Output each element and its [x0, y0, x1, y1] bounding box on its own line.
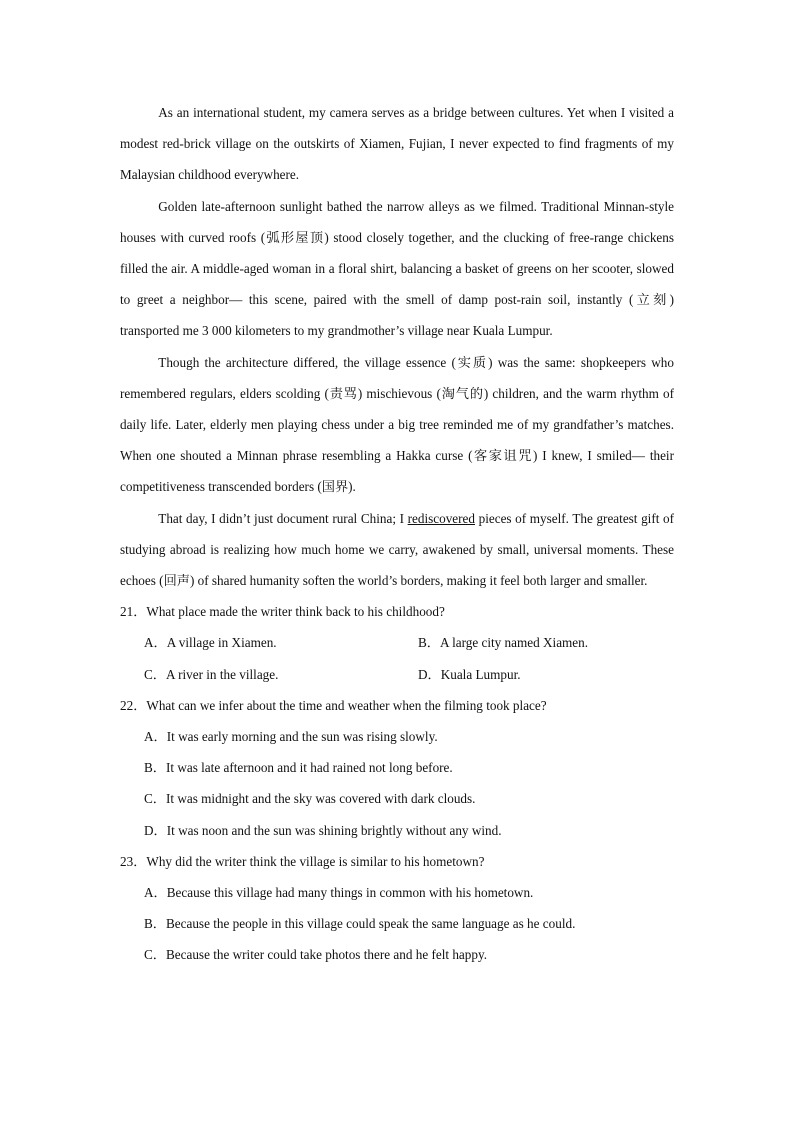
question-23-option-a[interactable]: A．Because this village had many things in common with his hometown. [144, 885, 534, 901]
underlined-word: rediscovered [407, 510, 475, 526]
paragraph-4-text-end: pieces of myself. The greatest gift of studying abroad is realizing how much home we carry, awakened by small, universal moments. These echoes (回声) of shared humanity soften the world’s borders, making it feel both larger and smaller. [120, 510, 674, 589]
question-21-option-d[interactable]: D．Kuala Lumpur. [418, 666, 521, 682]
question-21-stem: 21．What place made the writer think back to his childhood? [120, 604, 445, 620]
paragraph-4-text-start: That day, I didn’t just document rural China; I [158, 510, 408, 526]
document-page [120, 97, 674, 971]
question-23-option-b[interactable]: B．Because the people in this village could speak the same language as he could. [144, 916, 576, 932]
question-22-option-c[interactable]: C．It was midnight and the sky was covered with dark clouds. [144, 791, 476, 807]
question-21-options-row-2 [120, 659, 674, 690]
question-21 [120, 596, 674, 690]
question-23-option-c[interactable]: C．Because the writer could take photos there and he felt happy. [144, 947, 488, 963]
question-23 [120, 846, 674, 971]
question-21-options-row-1 [120, 627, 674, 658]
question-22-stem: 22．What can we infer about the time and weather when the filming took place? [120, 697, 547, 713]
question-21-option-a[interactable]: A．A village in Xiamen. [144, 635, 277, 651]
question-22 [120, 690, 674, 846]
question-21-option-b[interactable]: B．A large city named Xiamen. [418, 635, 589, 651]
passage-paragraph-2: Golden late-afternoon sunlight bathed the narrow alleys as we filmed. Traditional Minnan-style houses with curved roofs (弧形屋顶) stood closely together, and the clucking of free-range chickens filled the air. A middle-aged woman in a floral shirt, balancing a basket of greens on her scooter, slowed to greet a neighbor— this scene, paired with the smell of damp post-rain soil, instantly (立刻) transported me 3 000 kilometers to my grandmother’s village near Kuala Lumpur. [120, 198, 674, 339]
question-22-option-d[interactable]: D．It was noon and the sun was shining brightly without any wind. [144, 822, 502, 838]
question-22-option-a[interactable]: A．It was early morning and the sun was rising slowly. [144, 729, 438, 745]
question-23-stem: 23．Why did the writer think the village is similar to his hometown? [120, 853, 485, 869]
passage-paragraph-3: Though the architecture differed, the village essence (实质) was the same: shopkeepers who remembered regulars, elders scolding (责骂) mischievous (淘气的) children, and the warm rhythm of daily life. Later, elderly men playing chess under a big tree reminded me of my grandfather’s matches. When one shouted a Minnan phrase resembling a Hakka curse (客家诅咒) I knew, I smiled— their competitiveness transcended borders (国界). [120, 354, 674, 495]
passage-paragraph-1: As an international student, my camera serves as a bridge between cultures. Yet when I visited a modest red-brick village on the outskirts of Xiamen, Fujian, I never expected to find fragments of my Malaysian childhood everywhere. [120, 105, 674, 183]
passage-paragraph-4 [120, 503, 674, 597]
question-21-option-c[interactable]: C．A river in the village. [144, 666, 279, 682]
question-22-option-b[interactable]: B．It was late afternoon and it had rained not long before. [144, 760, 453, 776]
